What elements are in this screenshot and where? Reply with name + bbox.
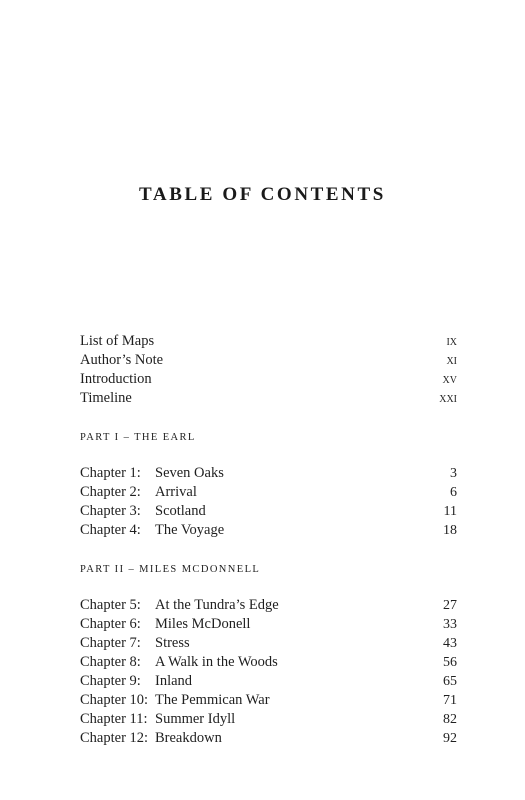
toc-entry-authors-note[interactable]: [80, 351, 457, 370]
toc-entry-page: xv: [442, 372, 457, 387]
toc-chapter-entry[interactable]: [80, 672, 457, 691]
part-heading-1: PART I – THE EARL: [80, 432, 196, 443]
chapter-page: 82: [443, 712, 457, 727]
toc-entry-label: Author’s Note: [80, 352, 164, 368]
page-title: TABLE OF CONTENTS: [139, 184, 386, 205]
toc-chapter-entry[interactable]: [80, 729, 457, 748]
chapter-title: Seven Oaks: [155, 465, 224, 481]
toc-entry-label: List of Maps: [80, 333, 155, 349]
chapter-number: Chapter 7:: [80, 635, 141, 651]
chapter-page: 6: [450, 485, 457, 500]
toc-chapter-entry[interactable]: [80, 596, 457, 615]
toc-chapter-entry[interactable]: [80, 483, 457, 502]
chapter-title: The Voyage: [155, 522, 225, 538]
chapter-number: Chapter 5:: [80, 597, 141, 613]
chapter-title: Stress: [155, 635, 190, 651]
chapter-title: Breakdown: [155, 730, 222, 746]
table-of-contents: [80, 332, 457, 748]
chapter-page: 11: [443, 504, 457, 519]
toc-entry-page: xxi: [439, 391, 457, 406]
chapter-number: Chapter 3:: [80, 503, 141, 519]
toc-chapter-entry[interactable]: [80, 464, 457, 483]
toc-entry-label: Introduction: [80, 371, 152, 387]
chapter-page: 71: [443, 693, 457, 708]
toc-chapter-entry[interactable]: [80, 710, 457, 729]
chapter-page: 92: [443, 731, 457, 746]
chapter-number: Chapter 4:: [80, 522, 141, 538]
chapter-page: 18: [443, 523, 457, 538]
toc-chapter-entry[interactable]: [80, 634, 457, 653]
chapter-title: Summer Idyll: [155, 711, 236, 727]
chapter-page: 43: [443, 636, 457, 651]
chapter-number: Chapter 2:: [80, 484, 141, 500]
toc-entry-list-of-maps[interactable]: [80, 332, 457, 351]
chapter-number: Chapter 10:: [80, 692, 149, 708]
toc-chapter-entry[interactable]: [80, 691, 457, 710]
chapter-page: 3: [450, 466, 457, 481]
chapter-number: Chapter 11:: [80, 711, 148, 727]
chapter-title: Miles McDonell: [155, 616, 251, 632]
chapter-title: Scotland: [155, 503, 206, 519]
chapter-number: Chapter 1:: [80, 465, 141, 481]
toc-chapter-entry[interactable]: [80, 502, 457, 521]
toc-chapter-entry[interactable]: [80, 615, 457, 634]
chapter-number: Chapter 6:: [80, 616, 141, 632]
toc-entry-timeline[interactable]: [80, 389, 457, 408]
chapter-number: Chapter 8:: [80, 654, 141, 670]
chapter-page: 56: [443, 655, 457, 670]
chapter-page: 65: [443, 674, 457, 689]
chapter-title: At the Tundra’s Edge: [155, 597, 279, 613]
chapter-title: Arrival: [155, 484, 197, 500]
chapter-number: Chapter 12:: [80, 730, 149, 746]
toc-entry-page: xi: [446, 353, 457, 368]
toc-entry-label: Timeline: [80, 390, 132, 406]
part-heading-2: PART II – MILES MCDONNELL: [80, 564, 261, 575]
chapter-title: A Walk in the Woods: [155, 654, 278, 670]
toc-chapter-entry[interactable]: [80, 653, 457, 672]
chapter-title: The Pemmican War: [155, 692, 270, 708]
toc-entry-introduction[interactable]: [80, 370, 457, 389]
toc-entry-page: ix: [446, 334, 457, 349]
chapter-number: Chapter 9:: [80, 673, 141, 689]
chapter-title: Inland: [155, 673, 193, 689]
toc-chapter-entry[interactable]: [80, 521, 457, 540]
chapter-page: 27: [443, 598, 457, 613]
chapter-page: 33: [443, 617, 457, 632]
